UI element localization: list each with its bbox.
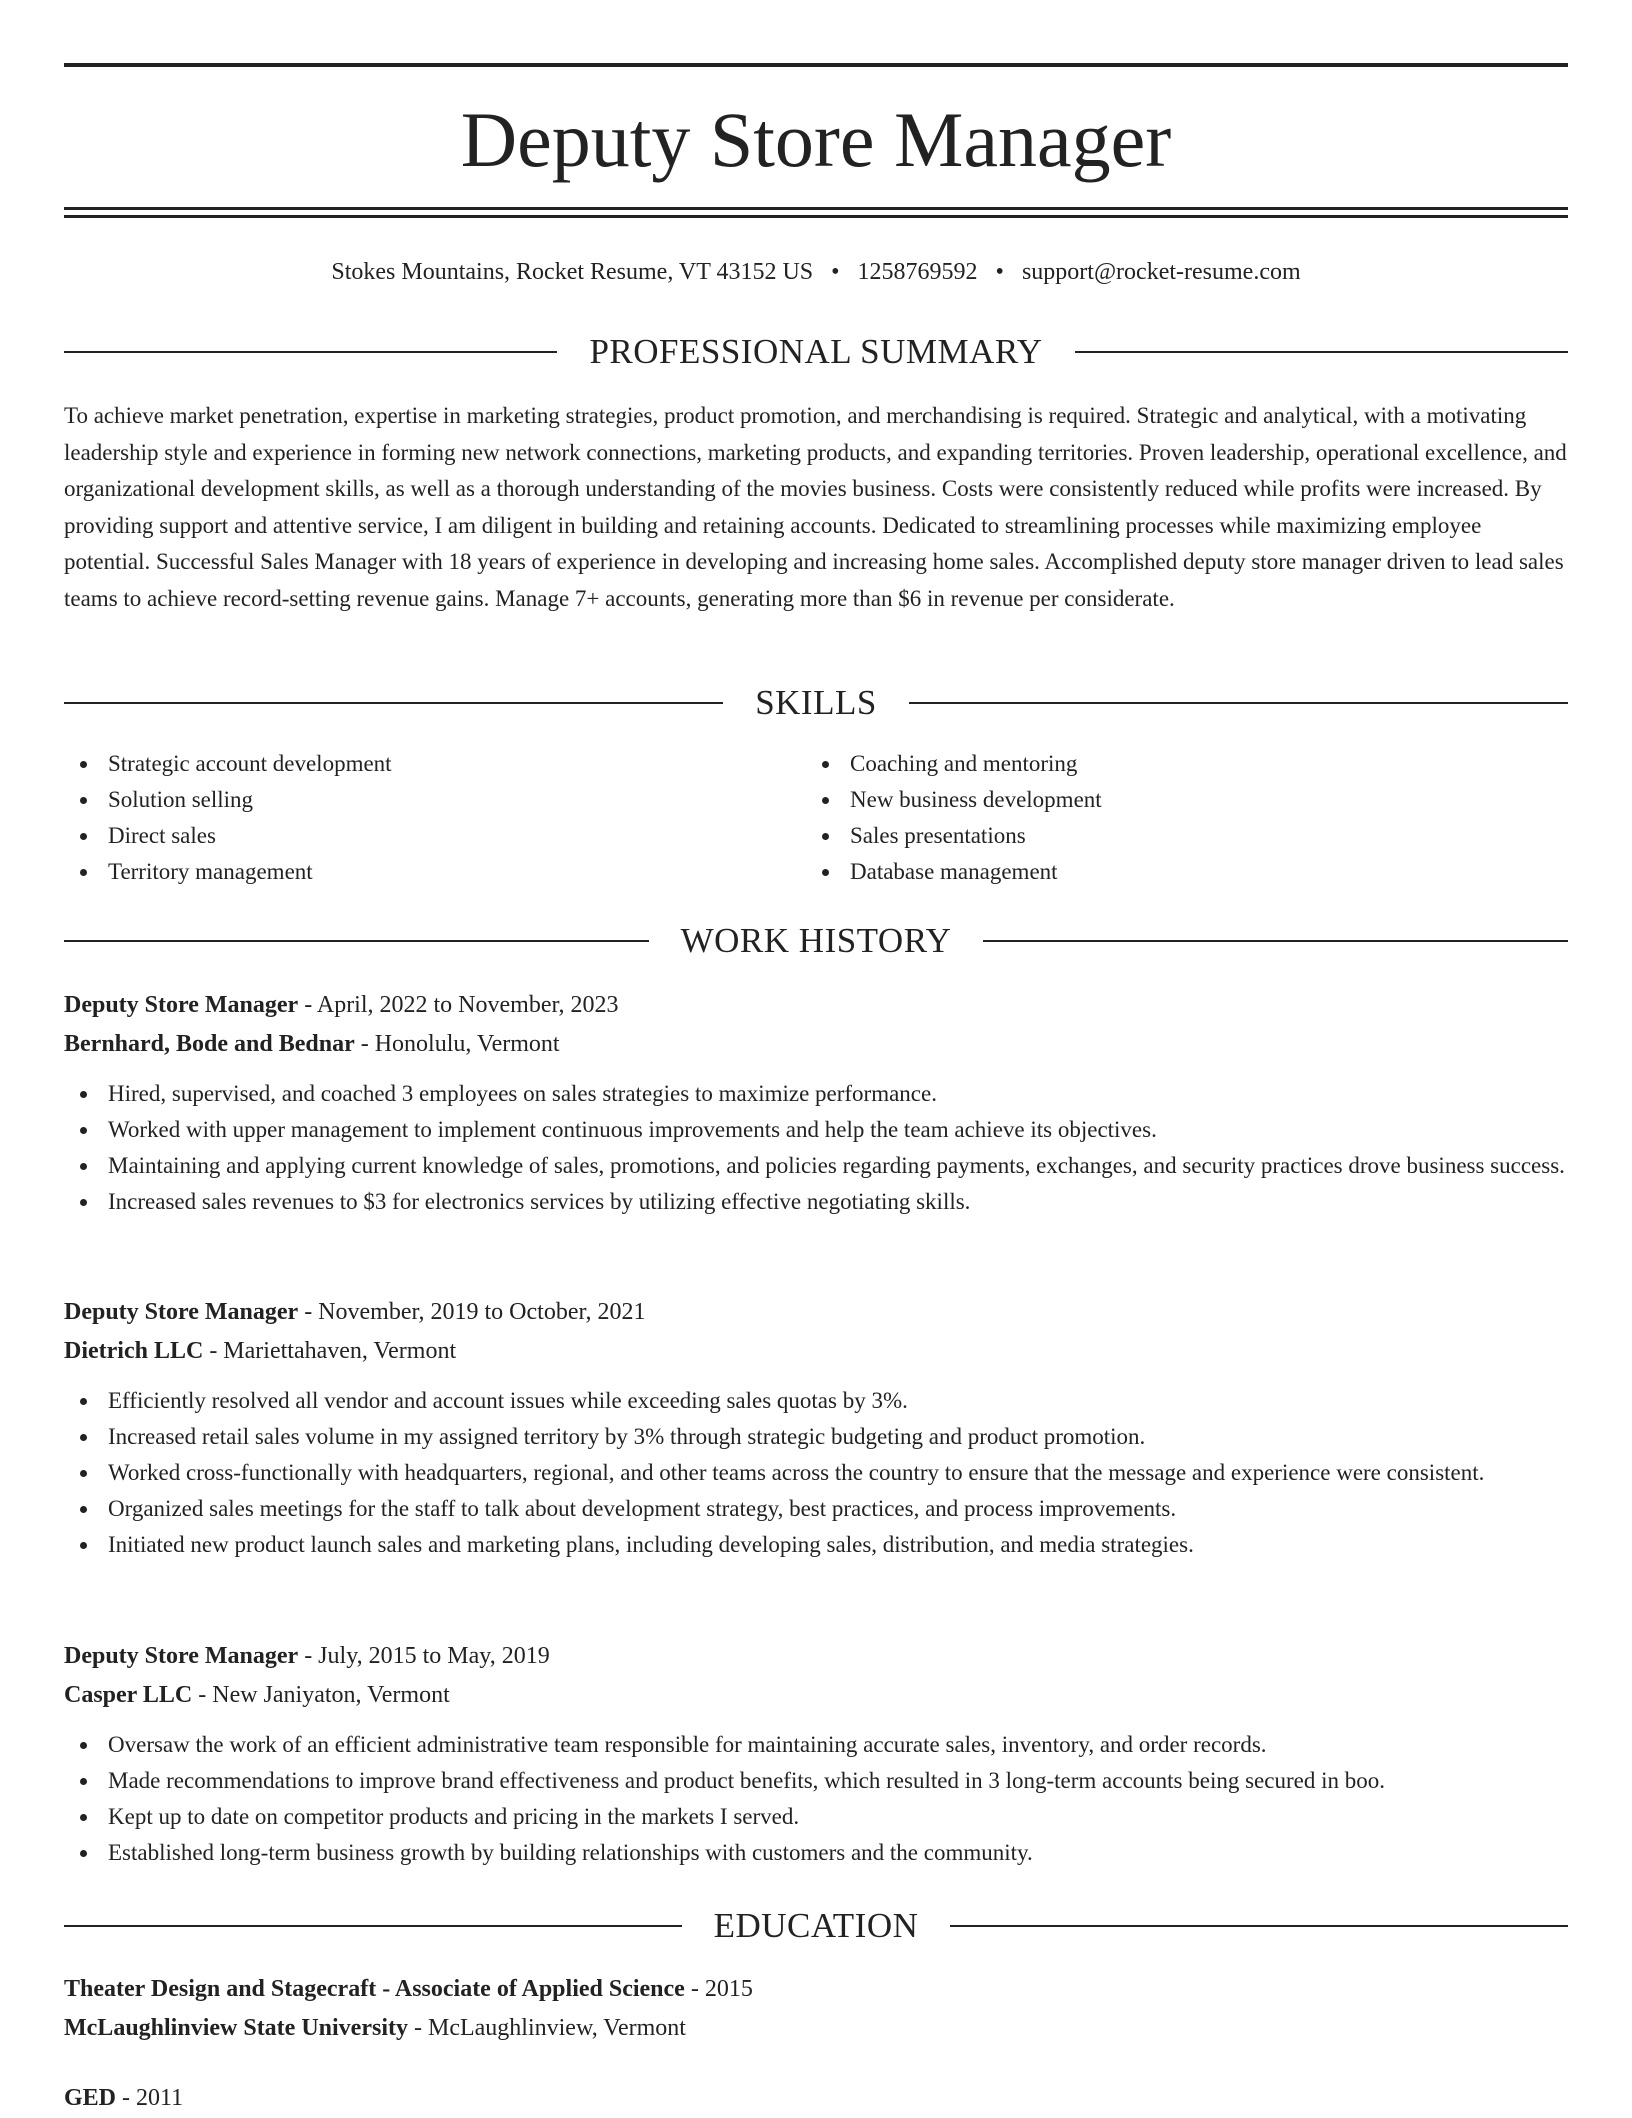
contact-phone: 1258769592 — [857, 259, 978, 285]
job-entry — [64, 1637, 1568, 1871]
job-company: Dietrich LLC — [64, 1338, 204, 1364]
contact-line — [64, 252, 1568, 292]
skill-item: Database management — [806, 854, 1546, 890]
skill-item: Solution selling — [64, 782, 804, 818]
education-school-line — [64, 2009, 1568, 2048]
job-company: Casper LLC — [64, 1682, 193, 1708]
summary-text: To achieve market penetration, expertise in marketing strategies, product promotion, and merchandising is required. Strategic and analytical, with a motivating leadership style and experience in forming new network connections, marketing products, and expanding territories. Proven leadership, operational excellence, and organizational development skills, as well as a thorough understanding of the movies business. Costs were consistently reduced while profits were increased. By providing support and attentive service, I am diligent in building and retaining accounts. Dedicated to streamlining processes while maximizing employee potential. Successful Sales Manager with 18 years of experience in developing and increasing home sales. Accomplished deputy store manager driven to lead sales teams to achieve record-setting revenue gains. Manage 7+ accounts, generating more than $6 in revenue per considerate. — [64, 403, 1567, 611]
skill-item: Sales presentations — [806, 818, 1546, 854]
job-bullet: Organized sales meetings for the staff to talk about development strategy, best practices, and process improvements. — [64, 1491, 1568, 1527]
skill-item: Direct sales — [64, 818, 804, 854]
job-title: Deputy Store Manager — [64, 1643, 299, 1669]
resume-title: Deputy Store Manager — [460, 96, 1172, 183]
job-title-line — [64, 986, 1568, 1025]
education-degree: Theater Design and Stagecraft - Associate of Applied Science — [64, 1976, 685, 2002]
skill-item: Territory management — [64, 854, 804, 890]
skills-list-left — [64, 746, 804, 890]
job-location: - Mariettahaven, Vermont — [203, 1338, 457, 1364]
skill-item: Coaching and mentoring — [806, 746, 1546, 782]
job-company-line — [64, 1332, 1568, 1371]
heading-rule-left — [64, 940, 649, 942]
heading-rule-right — [950, 1925, 1568, 1927]
job-bullets — [64, 1383, 1568, 1563]
education-entry — [64, 2079, 1568, 2118]
heading-rule-right — [909, 702, 1568, 704]
job-bullet: Maintaining and applying current knowledge of sales, promotions, and policies regarding payments, exchanges, and security practices drove business success. — [64, 1148, 1568, 1184]
header-double-rule-lower — [64, 215, 1568, 218]
heading-rule-right — [1075, 351, 1568, 353]
contact-address: Stokes Mountains, Rocket Resume, VT 43152 US — [331, 259, 814, 285]
job-entry — [64, 986, 1568, 1220]
skill-item: New business development — [806, 782, 1546, 818]
heading-rule-right — [983, 940, 1568, 942]
heading-rule-left — [64, 702, 723, 704]
summary-heading — [64, 329, 1568, 375]
job-bullets — [64, 1727, 1568, 1871]
heading-rule-left — [64, 1925, 682, 1927]
job-dates: - November, 2019 to October, 2021 — [298, 1299, 646, 1325]
skills-list-right — [806, 746, 1546, 890]
summary-heading-label: PROFESSIONAL SUMMARY — [589, 332, 1043, 371]
job-dates: - July, 2015 to May, 2019 — [298, 1643, 550, 1669]
education-heading — [64, 1903, 1568, 1949]
education-entry — [64, 1970, 1568, 2048]
job-entry — [64, 1293, 1568, 1563]
job-dates: - April, 2022 to November, 2023 — [298, 992, 619, 1018]
job-bullet: Established long-term business growth by building relationships with customers and the community. — [64, 1835, 1568, 1871]
job-bullet: Efficiently resolved all vendor and account issues while exceeding sales quotas by 3%. — [64, 1383, 1568, 1419]
education-school: McLaughlinview State University — [64, 2015, 408, 2041]
job-bullet: Oversaw the work of an efficient administrative team responsible for maintaining accurate sales, inventory, and order records. — [64, 1727, 1568, 1763]
education-heading-label: EDUCATION — [713, 1906, 919, 1945]
contact-separator: • — [995, 259, 1004, 285]
job-company-line — [64, 1025, 1568, 1064]
job-title: Deputy Store Manager — [64, 1299, 299, 1325]
job-location: - Honolulu, Vermont — [354, 1031, 560, 1057]
job-title-line — [64, 1293, 1568, 1332]
job-title: Deputy Store Manager — [64, 992, 299, 1018]
job-bullet: Hired, supervised, and coached 3 employees on sales strategies to maximize performance. — [64, 1076, 1568, 1112]
education-year: - 2015 — [684, 1976, 753, 2002]
job-bullets — [64, 1076, 1568, 1220]
contact-separator: • — [831, 259, 840, 285]
education-location: - McLaughlinview, Vermont — [407, 2015, 686, 2041]
work-heading-label: WORK HISTORY — [680, 921, 952, 960]
job-title-line — [64, 1637, 1568, 1676]
skill-item: Strategic account development — [64, 746, 804, 782]
job-company-line — [64, 1676, 1568, 1715]
job-company: Bernhard, Bode and Bednar — [64, 1031, 355, 1057]
education-degree-line — [64, 2079, 1568, 2118]
contact-email: support@rocket-resume.com — [1021, 259, 1301, 285]
job-bullet: Made recommendations to improve brand effectiveness and product benefits, which resulted in 3 long-term accounts being secured in boo. — [64, 1763, 1568, 1799]
heading-rule-left — [64, 351, 557, 353]
skills-heading-label: SKILLS — [755, 683, 877, 722]
job-location: - New Janiyaton, Vermont — [192, 1682, 450, 1708]
job-bullet: Increased retail sales volume in my assigned territory by 3% through strategic budgeting and product promotion. — [64, 1419, 1568, 1455]
header-double-rule-upper — [64, 207, 1568, 210]
job-bullet: Increased sales revenues to $3 for electronics services by utilizing effective negotiating skills. — [64, 1184, 1568, 1220]
education-year: - 2011 — [116, 2085, 184, 2111]
education-degree: GED — [64, 2085, 117, 2111]
header-top-rule — [64, 63, 1568, 67]
job-bullet: Worked cross-functionally with headquarters, regional, and other teams across the country to ensure that the message and experience were consistent. — [64, 1455, 1568, 1491]
job-bullet: Worked with upper management to implement continuous improvements and help the team achieve its objectives. — [64, 1112, 1568, 1148]
job-bullet: Initiated new product launch sales and marketing plans, including developing sales, distribution, and media strategies. — [64, 1527, 1568, 1563]
work-heading — [64, 918, 1568, 964]
education-degree-line — [64, 1970, 1568, 2009]
skills-heading — [64, 680, 1568, 726]
job-bullet: Kept up to date on competitor products and pricing in the markets I served. — [64, 1799, 1568, 1835]
